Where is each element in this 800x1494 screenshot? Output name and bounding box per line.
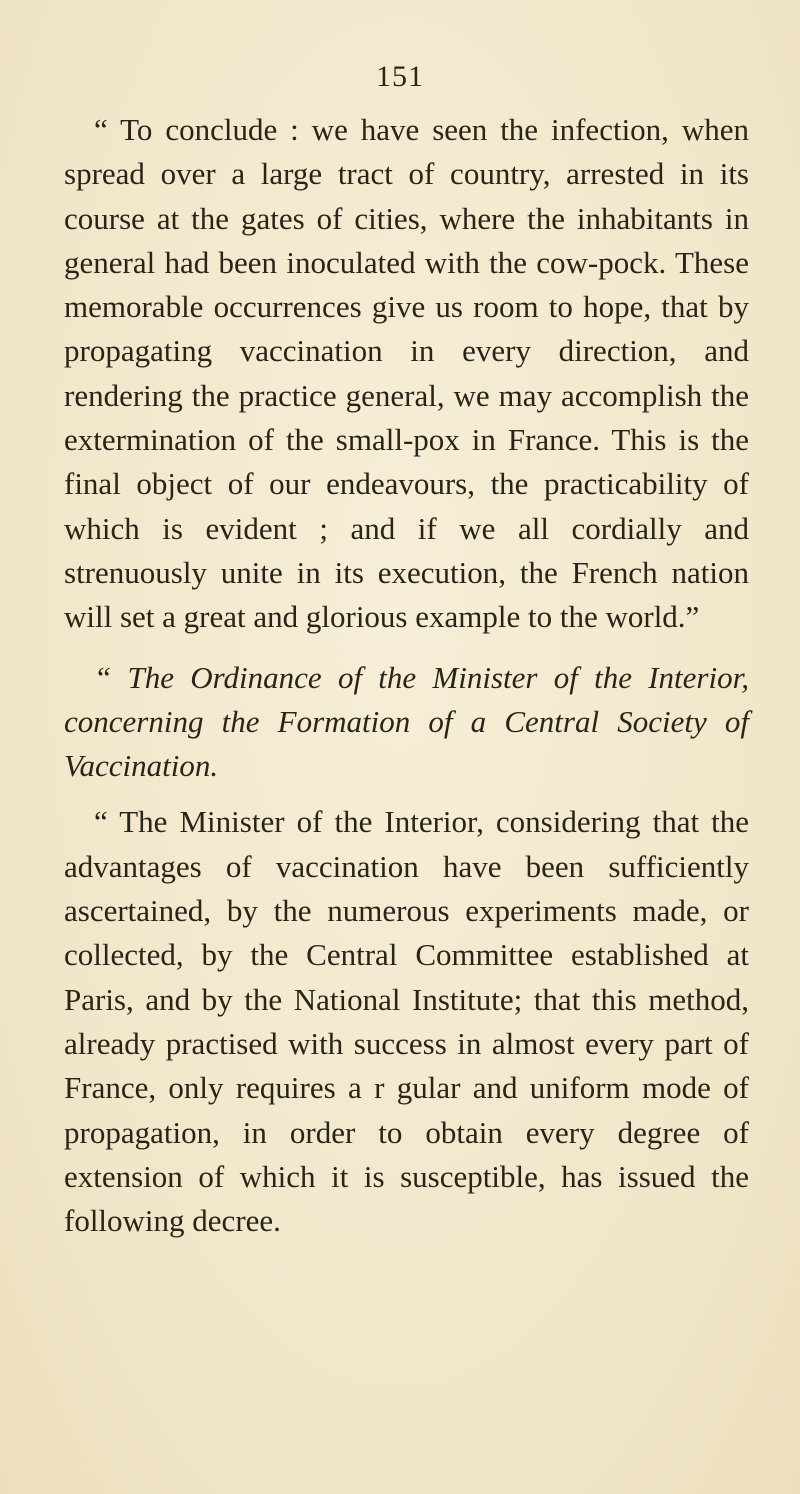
paragraph-conclusion: “ To conclude : we have seen the infection, when spread over a large tract of country, arrested in its course at the gates of cities, where the inhabitants in general had been inoculated with the cow-pock. These memorable occurrences give us room to hope, that by propagating vaccination in every direction, and rendering the practice general, we may accomplish the extermination of the small-pox in France. This is the final object of our endeavours, the practicability of which is evident ; and if we all cordially and strenuously unite in its execution, the French nation will set a great and glorious example to the world.” [64,112,749,635]
paragraph-minister: “ The Minister of the Interior, considering that the advantages of vaccination have been sufficiently ascertained, by the numerous experiments made, or collected, by the Central Committee established at Paris, and by the National Institute; that this method, already practised with success in almost every part of France, only requires a r gular and uniform mode of propagation, in order to obtain every degree of extension of which it is susceptible, has issued the following decree. [64,804,749,1239]
page-text [64,108,749,1243]
page-number: 151 [376,60,424,93]
ordinance-heading: “ The Ordinance of the Minister of the Interior, concerning the Formation of a Central Society of Vaccination. [64,659,749,784]
